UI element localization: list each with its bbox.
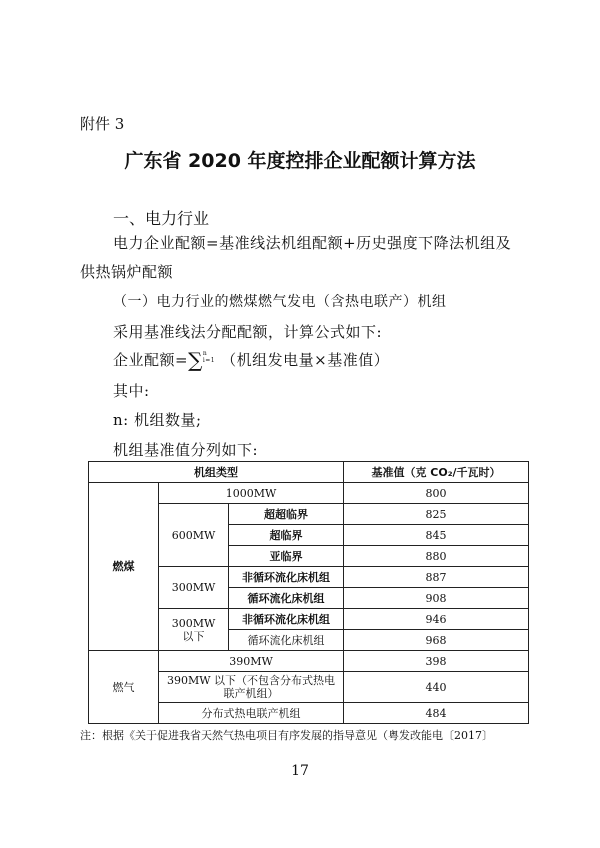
row-value: 908	[344, 588, 529, 609]
table-row	[89, 483, 529, 504]
header-unit-type: 机组类型	[89, 462, 344, 483]
sigma-symbol: ∑	[188, 348, 203, 372]
footnote: 注：根据《关于促进我省天然气热电项目有序发展的指导意见（粤发改能电〔2017〕	[80, 729, 493, 742]
row-label: 非循环流化床机组	[229, 609, 344, 630]
row-value: 440	[344, 672, 529, 703]
benchmark-table	[88, 461, 529, 724]
row-label: 循环流化床机组	[229, 630, 344, 651]
table-intro: 机组基准值分列如下:	[113, 441, 259, 459]
row-value: 484	[344, 703, 529, 724]
formula	[113, 350, 389, 370]
header-benchmark: 基准值（克 CO₂/千瓦时）	[344, 462, 529, 483]
row-label: 超临界	[229, 525, 344, 546]
row-value: 800	[344, 483, 529, 504]
where-label: 其中:	[113, 382, 150, 400]
formula-prefix: 企业配额=	[113, 351, 189, 369]
sigma-lower: i=1	[202, 357, 216, 364]
row-value: 968	[344, 630, 529, 651]
section-heading: 一、电力行业	[113, 209, 210, 228]
row-label: 分布式热电联产机组	[159, 703, 344, 724]
formula-suffix: （机组发电量×基准值）	[221, 351, 390, 369]
row-label: 390MW	[159, 651, 344, 672]
group-label: 300MW 以下	[159, 609, 229, 651]
row-value: 398	[344, 651, 529, 672]
page-number: 17	[291, 763, 309, 779]
subheading: （一）电力行业的燃煤燃气发电（含热电联产）机组	[113, 294, 447, 310]
row-value: 887	[344, 567, 529, 588]
sigma-limits	[203, 350, 215, 364]
coal-label: 燃煤	[89, 483, 159, 651]
row-label: 超超临界	[229, 504, 344, 525]
n-definition: n: 机组数量;	[113, 411, 202, 429]
row-label: 1000MW	[159, 483, 344, 504]
attachment-label: 附件 3	[80, 115, 125, 133]
row-label: 非循环流化床机组	[229, 567, 344, 588]
gas-label: 燃气	[89, 651, 159, 724]
method-text: 采用基准线法分配配额，计算公式如下:	[113, 323, 383, 341]
row-label: 亚临界	[229, 546, 344, 567]
paragraph-line: 电力企业配额=基准线法机组配额+历史强度下降法机组及	[113, 234, 512, 252]
document-title: 广东省 2020 年度控排企业配额计算方法	[124, 150, 476, 172]
paragraph-line: 供热锅炉配额	[80, 263, 174, 281]
table-header-row	[89, 462, 529, 483]
sigma-upper: n	[202, 350, 208, 357]
group-label: 600MW	[159, 504, 229, 567]
row-label: 390MW 以下（不包含分布式热电联产机组）	[159, 672, 344, 703]
row-value: 845	[344, 525, 529, 546]
row-value: 825	[344, 504, 529, 525]
row-value: 880	[344, 546, 529, 567]
row-label: 循环流化床机组	[229, 588, 344, 609]
table-row	[89, 651, 529, 672]
group-label: 300MW	[159, 567, 229, 609]
row-value: 946	[344, 609, 529, 630]
